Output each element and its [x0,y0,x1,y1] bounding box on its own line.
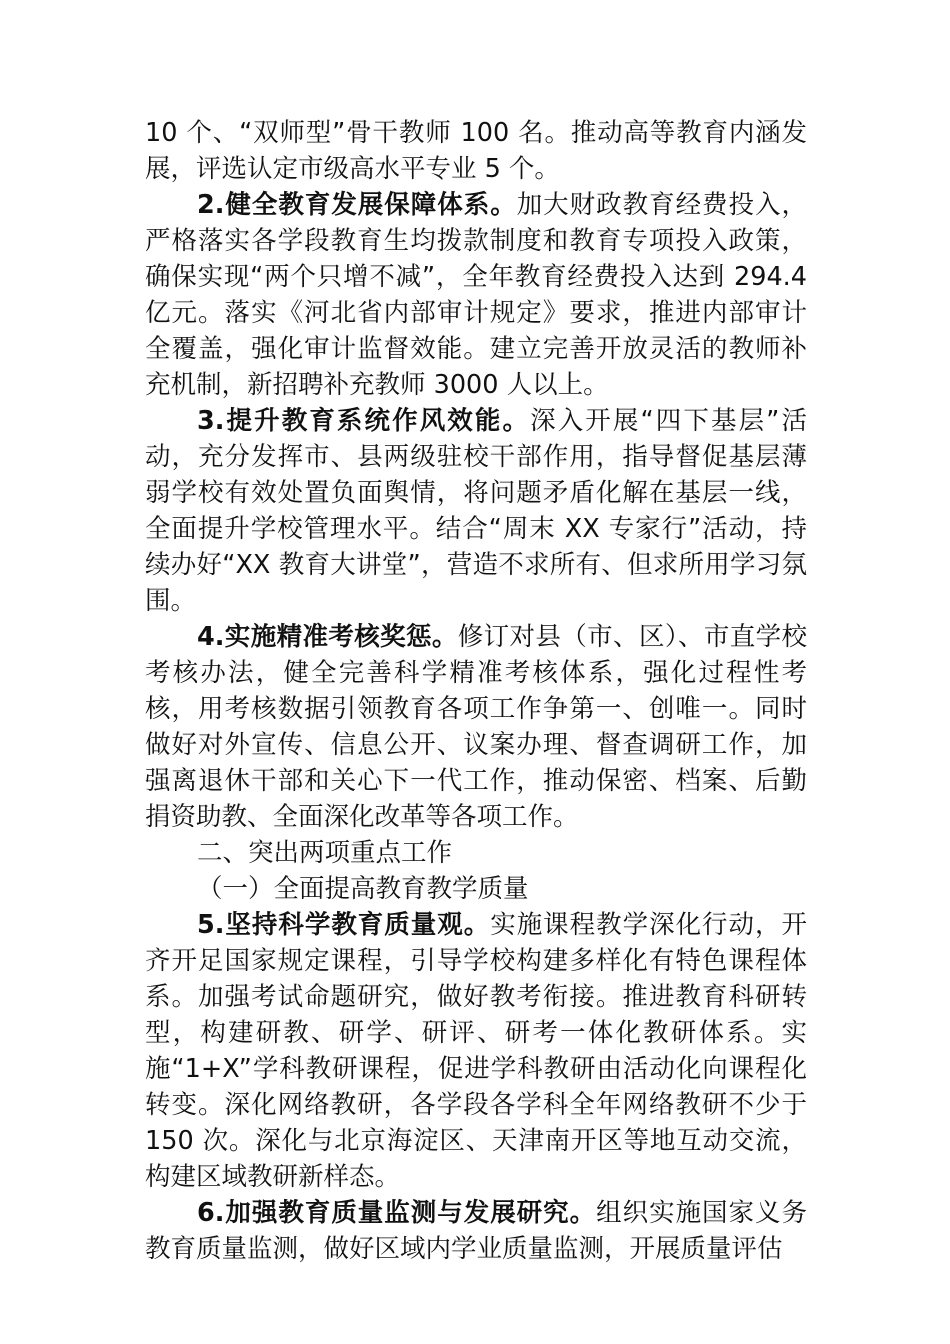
sub-heading: （一）全面提高教育教学质量 [197,874,529,904]
paragraph-item-6 [145,1195,807,1267]
paragraph-text: 组织实施国家义务教育质量监测，做好区域内学业质量监测，开展质量评估 [145,1198,807,1264]
paragraph-item-2 [145,187,807,403]
paragraph-lead: 3.提升教育系统作风效能。 [197,406,531,436]
paragraph-text: 实施课程教学深化行动，开齐开足国家规定课程，引导学校构建多样化有特色课程体系。加强考试命题研究，做好教考衔接。推进教育科研转型，构建研教、研学、研评、研考一体化教研体系。实施“1+X”学科教研课程，促进学科教研由活动化向课程化转变。深化网络教研，各学段各学科全年网络教研不少于 150 次。深化与北京海淀区、天津南开区等地互动交流，构建区域教研新样态。 [145,910,807,1192]
paragraph-item-5 [145,907,807,1195]
section-heading: 二、突出两项重点工作 [197,838,453,868]
paragraph-item-3 [145,403,807,619]
paragraph-text: 修订对县（市、区）、市直学校考核办法，健全完善科学精准考核体系，强化过程性考核，用考核数据引领教育各项工作争第一、创唯一。同时做好对外宣传、信息公开、议案办理、督查调研工作，加强离退休干部和关心下一代工作，推动保密、档案、后勤捐资助教、全面深化改革等各项工作。 [145,622,807,832]
paragraph-item-4 [145,619,807,835]
paragraph-text: 加大财政教育经费投入，严格落实各学段教育生均拨款制度和教育专项投入政策，确保实现“两个只增不减”，全年教育经费投入达到 294.4 亿元。落实《河北省内部审计规定》要求，推进内部审计全覆盖，强化审计监督效能。建立完善开放灵活的教师补充机制，新招聘补充教师 3000 人以上。 [145,190,807,400]
paragraph-lead: 4.实施精准考核奖惩。 [197,622,458,652]
paragraph-lead: 2.健全教育发展保障体系。 [197,190,517,220]
document-page [145,115,807,1267]
paragraph-continuation [145,115,807,187]
paragraph-text: 深入开展“四下基层”活动，充分发挥市、县两级驻校干部作用，指导督促基层薄弱学校有效处置负面舆情，将问题矛盾化解在基层一线，全面提升学校管理水平。结合“周末 XX 专家行”活动，持续办好“XX 教育大讲堂”，营造不求所有、但求所用学习氛围。 [145,406,807,616]
paragraph-lead: 6.加强教育质量监测与发展研究。 [197,1198,597,1228]
paragraph-lead: 5.坚持科学教育质量观。 [197,910,491,940]
paragraph-text: 10 个、“双师型”骨干教师 100 名。推动高等教育内涵发展，评选认定市级高水平专业 5 个。 [145,118,807,184]
